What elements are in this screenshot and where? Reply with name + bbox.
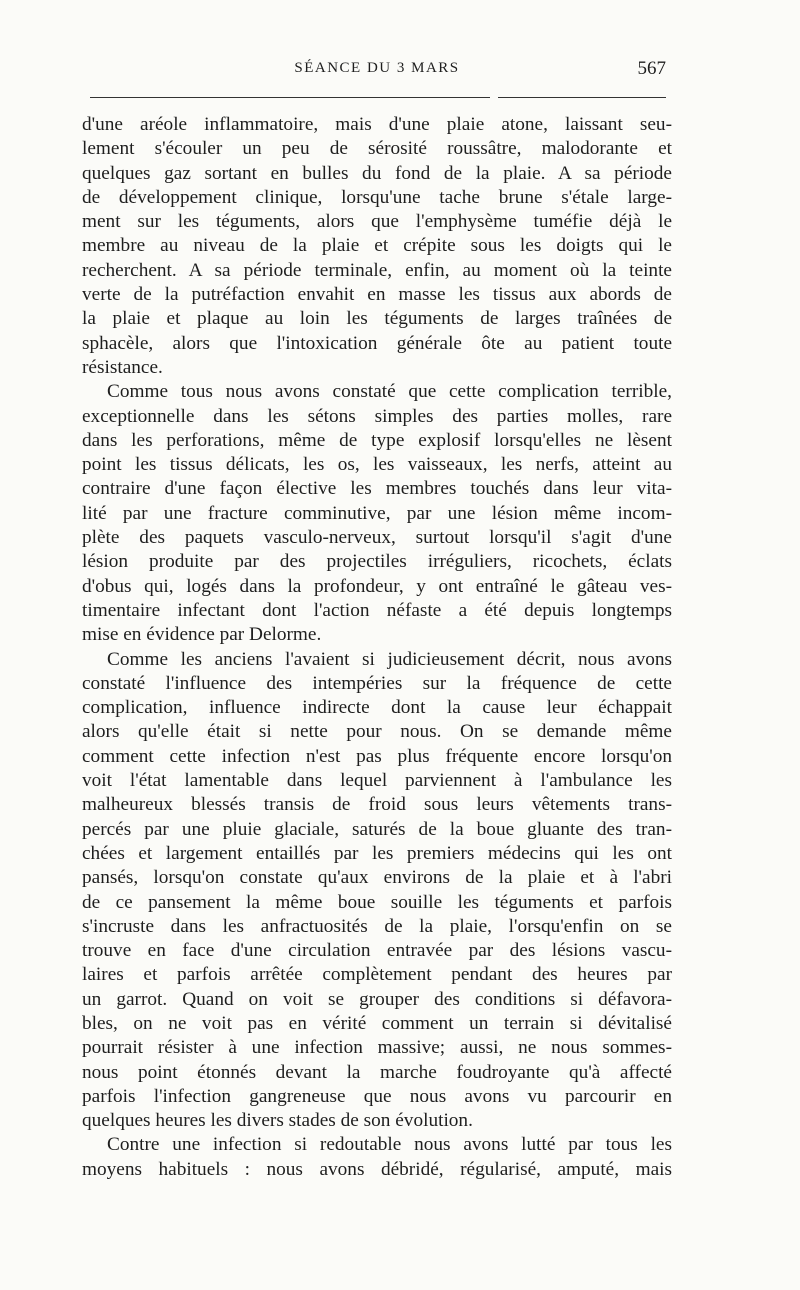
running-title: SÉANCE DU 3 MARS bbox=[294, 60, 460, 76]
body-text bbox=[82, 113, 672, 1182]
text-line: la plaie et plaque au loin les téguments de larges traînées de bbox=[82, 308, 672, 330]
text-line: moyens habituels : nous avons débridé, régularisé, amputé, mais bbox=[82, 1158, 672, 1180]
text-line: membre au niveau de la plaie et crépite sous les doigts qui le bbox=[82, 235, 672, 257]
text-line: Comme tous nous avons constaté que cette complication terrible, bbox=[107, 381, 672, 403]
text-line: contraire d'une façon élective les membres touchés dans leur vita- bbox=[82, 478, 672, 500]
text-line: quelques gaz sortant en bulles du fond de la plaie. A sa période bbox=[82, 162, 672, 184]
text-line: parfois l'infection gangreneuse que nous avons vu parcourir en bbox=[82, 1085, 672, 1107]
text-line: dans les perforations, même de type explosif lorsqu'elles ne lèsent bbox=[82, 429, 672, 451]
text-line: plète des paquets vasculo-nerveux, surtout lorsqu'il s'agit d'une bbox=[82, 527, 672, 549]
paragraph bbox=[82, 380, 672, 647]
text-line: ment sur les téguments, alors que l'emphysème tuméfie déjà le bbox=[82, 211, 672, 233]
text-line: chées et largement entaillés par les premiers médecins qui les ont bbox=[82, 842, 672, 864]
text-line: d'obus qui, logés dans la profondeur, y ont entraîné le gâteau ves- bbox=[82, 575, 672, 597]
text-line: quelques heures les divers stades de son évolution. bbox=[82, 1110, 473, 1132]
text-line: recherchent. A sa période terminale, enfin, au moment où la teinte bbox=[82, 259, 672, 281]
text-line: de développement clinique, lorsqu'une tache brune s'étale large- bbox=[82, 186, 672, 208]
text-line: Contre une infection si redoutable nous avons lutté par tous les bbox=[107, 1134, 672, 1156]
text-line: voit l'état lamentable dans lequel parviennent à l'ambulance les bbox=[82, 770, 672, 792]
text-line: percés par une pluie glaciale, saturés de la boue gluante des tran- bbox=[82, 818, 672, 840]
text-line: mise en évidence par Delorme. bbox=[82, 624, 322, 646]
text-line: Comme les anciens l'avaient si judicieusement décrit, nous avons bbox=[107, 648, 672, 670]
text-line: de ce pansement la même boue souille les téguments et parfois bbox=[82, 891, 672, 913]
text-line: lité par une fracture comminutive, par une lésion même incom- bbox=[82, 502, 672, 524]
paragraph bbox=[82, 113, 672, 380]
text-line: laires et parfois arrêtée complètement pendant des heures par bbox=[82, 964, 672, 986]
text-line: pourrait résister à une infection massive; aussi, ne nous sommes- bbox=[82, 1037, 672, 1059]
text-line: sphacèle, alors que l'intoxication générale ôte au patient toute bbox=[82, 332, 672, 354]
text-line: malheureux blessés transis de froid sous leurs vêtements trans- bbox=[82, 794, 672, 816]
text-line: lésion produite par des projectiles irréguliers, ricochets, éclats bbox=[82, 551, 672, 573]
text-line: nous point étonnés devant la marche foudroyante qu'à affecté bbox=[82, 1061, 672, 1083]
text-line: constaté l'influence des intempéries sur la fréquence de cette bbox=[82, 672, 672, 694]
text-line: exceptionnelle dans les sétons simples des parties molles, rare bbox=[82, 405, 672, 427]
text-line: timentaire infectant dont l'action néfaste a été depuis longtemps bbox=[82, 599, 672, 621]
page-header bbox=[88, 58, 666, 88]
paragraph bbox=[82, 1133, 672, 1182]
text-line: lement s'écouler un peu de sérosité roussâtre, malodorante et bbox=[82, 138, 672, 160]
paragraph bbox=[82, 648, 672, 1134]
text-line: point les tissus délicats, les os, les vaisseaux, les nerfs, atteint au bbox=[82, 454, 672, 476]
text-line: complication, influence indirecte dont la cause leur échappait bbox=[82, 697, 672, 719]
text-line: comment cette infection n'est pas plus fréquente encore lorsqu'on bbox=[82, 745, 672, 767]
text-line: verte de la putréfaction envahit en masse les tissus aux abords de bbox=[82, 284, 672, 306]
text-line: d'une aréole inflammatoire, mais d'une plaie atone, laissant seu- bbox=[82, 114, 672, 135]
text-line: alors qu'elle était si nette pour nous. On se demande même bbox=[82, 721, 672, 743]
text-line: un garrot. Quand on voit se grouper des conditions si défavora- bbox=[82, 988, 672, 1010]
text-line: s'incruste dans les anfractuosités de la plaie, l'orsqu'enfin on se bbox=[82, 915, 672, 937]
text-line: pansés, lorsqu'on constate qu'aux environs de la plaie et à l'abri bbox=[82, 867, 672, 889]
page-number: 567 bbox=[637, 58, 666, 79]
text-line: trouve en face d'une circulation entravée par des lésions vascu- bbox=[82, 940, 672, 962]
header-rule-left bbox=[90, 97, 490, 98]
text-line: résistance. bbox=[82, 356, 163, 378]
text-line: bles, on ne voit pas en vérité comment un terrain si dévitalisé bbox=[82, 1012, 672, 1034]
header-rule-right bbox=[498, 97, 666, 98]
